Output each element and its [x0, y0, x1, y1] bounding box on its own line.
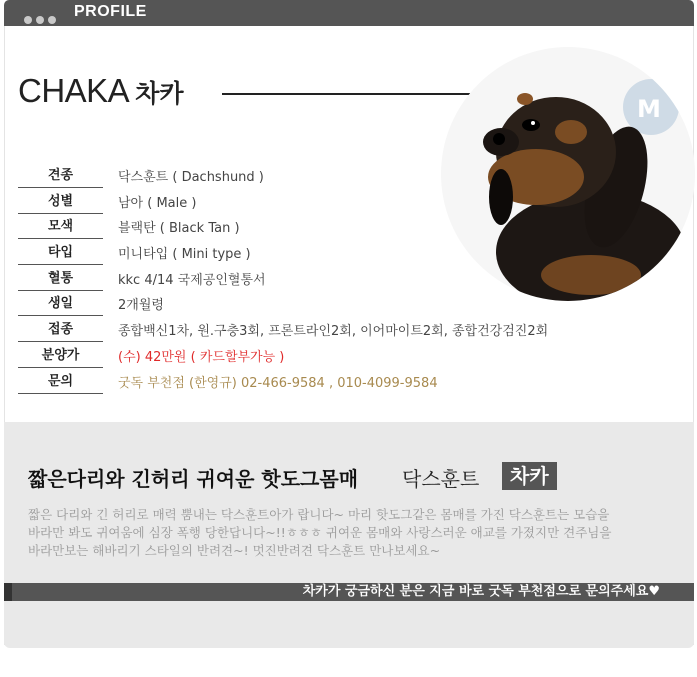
header-title: PROFILE [74, 3, 147, 20]
info-label: 분양가 [18, 345, 103, 368]
promo-name-tag: 차카 [502, 462, 557, 490]
inquiry-banner [4, 583, 694, 601]
promo-description-line: 짧은 다리와 긴 허리로 매력 뿜내는 닥스훈트아가 랍니다~ 마리 핫도그같은 몸매를 가진 닥스훈트는 모습을 [28, 507, 610, 522]
info-label: 타입 [18, 242, 103, 265]
promo-description-line: 바라만 봐도 귀여움에 심장 폭행 당한답니다~!!ㅎㅎㅎ 귀여운 몸매와 사랑스러운 애교를 가졌지만 견주님을 [28, 525, 612, 540]
info-label: 접종 [18, 319, 103, 342]
info-value: 블랙탄 ( Black Tan ) [118, 221, 240, 237]
promo-description [28, 506, 678, 560]
pet-name [18, 72, 184, 110]
pet-name-korean: 차카 [135, 79, 184, 108]
info-value: 미니타입 ( Mini type ) [118, 247, 251, 263]
promo-headline: 짧은다리와 긴허리 귀여운 핫도그몸매 [28, 467, 359, 491]
info-label: 모색 [18, 216, 103, 239]
info-label: 혈통 [18, 268, 103, 291]
banner-accent [4, 583, 12, 601]
promo-description-line: 바라만보는 해바리기 스타일의 반려견~! 멋진반려견 닥스훈트 만나보세요~ [28, 543, 441, 558]
info-label: 문의 [18, 371, 103, 394]
svg-text:M: M [637, 95, 661, 123]
price-value: (수) 42만원 ( 카드할부가능 ) [118, 349, 285, 365]
info-value: 닥스훈트 ( Dachshund ) [118, 170, 264, 185]
info-value: kkc 4/14 국제공인혈통서 [118, 272, 266, 288]
info-value: 남아 ( Male ) [118, 195, 197, 211]
info-value: 2개월령 [118, 298, 164, 314]
info-label: 견종 [18, 165, 103, 188]
promo-breed: 닥스훈트 [402, 467, 480, 491]
info-label: 생일 [18, 293, 103, 316]
info-label: 성별 [18, 191, 103, 214]
pet-name-english: CHAKA [18, 72, 130, 109]
inquiry-banner-text: 차카가 궁금하신 분은 지금 바로 굿독 부천점으로 문의주세요♥ [302, 584, 660, 599]
profile-header-bar [4, 0, 694, 26]
contact-value: 굿독 부천점 (한영규) 02-466-9584 , 010-4099-9584 [118, 375, 438, 391]
dog-photo [441, 47, 695, 301]
info-value: 종합백신1차, 원.구충3회, 프론트라인2회, 이어마이트2회, 종합건강검진2회 [118, 324, 549, 340]
name-divider [222, 93, 470, 95]
